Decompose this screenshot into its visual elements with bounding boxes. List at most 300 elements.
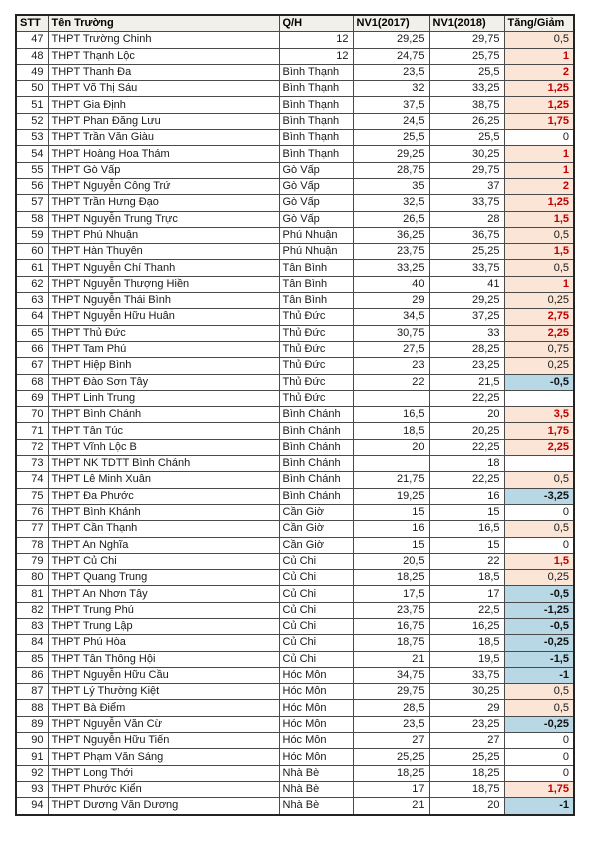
nv1-2018-cell: 25,25 [429,749,504,765]
diff-cell: 1 [504,162,574,178]
table-row [16,293,574,309]
diff-cell: 1,25 [504,81,574,97]
school-name-cell: THPT Nguyễn Thái Bình [48,293,279,309]
school-name-cell: THPT Nguyễn Văn Cừ [48,716,279,732]
school-name-cell: THPT Phú Hòa [48,635,279,651]
diff-cell: 1,5 [504,553,574,569]
table-row [16,146,574,162]
school-name-cell: THPT Hàn Thuyên [48,244,279,260]
nv1-2017-cell: 16 [353,521,429,537]
district-cell: Bình Chánh [279,423,353,439]
district-cell: Hóc Môn [279,684,353,700]
table-row [16,781,574,797]
stt-cell: 90 [16,733,48,749]
nv1-2017-cell: 15 [353,504,429,520]
stt-cell: 63 [16,293,48,309]
nv1-2017-cell: 17,5 [353,586,429,602]
school-name-cell: THPT Phạm Văn Sáng [48,749,279,765]
stt-cell: 77 [16,521,48,537]
table-row [16,456,574,472]
nv1-2018-cell: 33,25 [429,81,504,97]
school-name-cell: THPT Thủ Đức [48,325,279,341]
stt-cell: 68 [16,374,48,390]
school-name-cell: THPT Thạnh Lộc [48,48,279,64]
stt-cell: 87 [16,684,48,700]
school-name-cell: THPT An Nhơn Tây [48,586,279,602]
stt-cell: 62 [16,276,48,292]
stt-cell: 64 [16,309,48,325]
table-row [16,358,574,374]
nv1-2017-cell: 25,25 [353,749,429,765]
column-header-district: Q/H [279,15,353,32]
nv1-2018-cell: 18,5 [429,635,504,651]
school-name-cell: THPT Phú Nhuận [48,227,279,243]
table-row [16,684,574,700]
table-row [16,570,574,586]
table-row [16,635,574,651]
nv1-2017-cell: 27,5 [353,341,429,357]
stt-cell: 76 [16,504,48,520]
school-name-cell: THPT Gò Vấp [48,162,279,178]
district-cell: Cần Giờ [279,504,353,520]
nv1-2018-cell: 20,25 [429,423,504,439]
stt-cell: 48 [16,48,48,64]
column-header-nv1-2018: NV1(2018) [429,15,504,32]
district-cell: Gò Vấp [279,195,353,211]
nv1-2018-cell: 37,25 [429,309,504,325]
nv1-2017-cell: 19,25 [353,488,429,504]
stt-cell: 84 [16,635,48,651]
nv1-2017-cell: 33,25 [353,260,429,276]
stt-cell: 70 [16,407,48,423]
nv1-2018-cell: 37 [429,178,504,194]
table-row [16,521,574,537]
table-row [16,423,574,439]
stt-cell: 80 [16,570,48,586]
nv1-2018-cell: 33,75 [429,195,504,211]
nv1-2017-cell: 28,75 [353,162,429,178]
nv1-2017-cell: 29 [353,293,429,309]
district-cell: Hóc Môn [279,733,353,749]
table-row [16,64,574,80]
nv1-2017-cell: 16,5 [353,407,429,423]
diff-cell: -1 [504,798,574,815]
stt-cell: 51 [16,97,48,113]
nv1-2018-cell: 36,75 [429,227,504,243]
nv1-2018-cell: 29 [429,700,504,716]
stt-cell: 66 [16,341,48,357]
district-cell: Nhà Bè [279,798,353,815]
school-name-cell: THPT Lê Minh Xuân [48,472,279,488]
school-name-cell: THPT Bà Điểm [48,700,279,716]
district-cell: Củ Chi [279,570,353,586]
table-row [16,488,574,504]
diff-cell: 0 [504,749,574,765]
school-name-cell: THPT Nguyễn Công Trứ [48,178,279,194]
school-name-cell: THPT Phan Đăng Lưu [48,113,279,129]
column-header-diff: Tăng/Giảm [504,15,574,32]
nv1-2017-cell: 18,25 [353,765,429,781]
diff-cell: 0 [504,733,574,749]
diff-cell: 1,25 [504,195,574,211]
nv1-2018-cell: 16,25 [429,618,504,634]
nv1-2017-cell: 26,5 [353,211,429,227]
school-name-cell: THPT Đa Phước [48,488,279,504]
stt-cell: 89 [16,716,48,732]
diff-cell: -0,5 [504,374,574,390]
school-name-cell: THPT Vĩnh Lộc B [48,439,279,455]
school-name-cell: THPT Trần Hưng Đạo [48,195,279,211]
stt-cell: 61 [16,260,48,276]
diff-cell: 1 [504,276,574,292]
nv1-2018-cell: 20 [429,798,504,815]
nv1-2018-cell: 33,75 [429,667,504,683]
school-name-cell: THPT Thanh Đa [48,64,279,80]
school-name-cell: THPT Trung Lập [48,618,279,634]
table-row [16,113,574,129]
nv1-2018-cell: 18,25 [429,765,504,781]
nv1-2018-cell: 28 [429,211,504,227]
nv1-2018-cell: 41 [429,276,504,292]
stt-cell: 71 [16,423,48,439]
diff-cell: -0,25 [504,635,574,651]
diff-cell: 0,5 [504,700,574,716]
column-header-stt: STT [16,15,48,32]
diff-cell: 0,5 [504,227,574,243]
district-cell: Thủ Đức [279,325,353,341]
district-cell: Phú Nhuận [279,227,353,243]
stt-cell: 83 [16,618,48,634]
nv1-2017-cell: 24,5 [353,113,429,129]
district-cell: Tân Bình [279,260,353,276]
district-cell: Củ Chi [279,618,353,634]
column-header-school-name: Tên Trường [48,15,279,32]
table-row [16,716,574,732]
diff-cell: -1 [504,667,574,683]
nv1-2017-cell: 15 [353,537,429,553]
table-row [16,211,574,227]
stt-cell: 94 [16,798,48,815]
district-cell: Bình Thạnh [279,130,353,146]
nv1-2017-cell: 22 [353,374,429,390]
nv1-2017-cell: 29,25 [353,146,429,162]
nv1-2017-cell: 16,75 [353,618,429,634]
table-row [16,651,574,667]
table-row [16,325,574,341]
table-row [16,97,574,113]
table-body [16,32,574,815]
district-cell: Củ Chi [279,586,353,602]
district-cell: Thủ Đức [279,358,353,374]
nv1-2018-cell: 22 [429,553,504,569]
diff-cell: -1,25 [504,602,574,618]
nv1-2017-cell: 18,25 [353,570,429,586]
diff-cell: 2 [504,178,574,194]
school-name-cell: THPT Tân Thông Hội [48,651,279,667]
stt-cell: 47 [16,32,48,48]
school-name-cell: THPT Linh Trung [48,390,279,406]
diff-cell: 1 [504,146,574,162]
district-cell: Củ Chi [279,553,353,569]
nv1-2018-cell: 15 [429,504,504,520]
nv1-2018-cell: 18 [429,456,504,472]
nv1-2017-cell: 36,25 [353,227,429,243]
district-cell: Cần Giờ [279,521,353,537]
nv1-2018-cell: 28,25 [429,341,504,357]
stt-cell: 91 [16,749,48,765]
stt-cell: 92 [16,765,48,781]
stt-cell: 81 [16,586,48,602]
nv1-2018-cell: 29,75 [429,32,504,48]
table-row [16,81,574,97]
school-name-cell: THPT Hoàng Hoa Thám [48,146,279,162]
district-cell: Bình Thạnh [279,81,353,97]
stt-cell: 67 [16,358,48,374]
nv1-2018-cell: 29,75 [429,162,504,178]
school-name-cell: THPT Bình Chánh [48,407,279,423]
diff-cell: 0,5 [504,32,574,48]
nv1-2017-cell: 32,5 [353,195,429,211]
nv1-2017-cell: 40 [353,276,429,292]
nv1-2017-cell: 29,75 [353,684,429,700]
school-name-cell: THPT Nguyễn Chí Thanh [48,260,279,276]
nv1-2018-cell: 33 [429,325,504,341]
diff-cell: 0 [504,537,574,553]
table-row [16,48,574,64]
diff-cell: 2 [504,64,574,80]
nv1-2018-cell: 16 [429,488,504,504]
nv1-2018-cell: 25,75 [429,48,504,64]
nv1-2018-cell: 22,25 [429,390,504,406]
district-cell: Củ Chi [279,635,353,651]
diff-cell: 0,5 [504,521,574,537]
diff-cell [504,390,574,406]
school-name-cell: THPT Lý Thường Kiệt [48,684,279,700]
table-row [16,602,574,618]
stt-cell: 60 [16,244,48,260]
school-name-cell: THPT Củ Chi [48,553,279,569]
nv1-2018-cell: 27 [429,733,504,749]
nv1-2018-cell: 20 [429,407,504,423]
district-cell: Hóc Môn [279,716,353,732]
table-row [16,504,574,520]
diff-cell: 0 [504,765,574,781]
table-row [16,32,574,48]
school-name-cell: THPT Võ Thị Sáu [48,81,279,97]
table-row [16,309,574,325]
stt-cell: 85 [16,651,48,667]
district-cell: Nhà Bè [279,765,353,781]
column-header-nv1-2017: NV1(2017) [353,15,429,32]
district-cell: Hóc Môn [279,667,353,683]
table-row [16,537,574,553]
nv1-2017-cell [353,456,429,472]
district-cell: Gò Vấp [279,178,353,194]
district-cell: Gò Vấp [279,162,353,178]
stt-cell: 78 [16,537,48,553]
nv1-2018-cell: 21,5 [429,374,504,390]
stt-cell: 82 [16,602,48,618]
header-row [16,15,574,32]
school-name-cell: THPT Cần Thạnh [48,521,279,537]
stt-cell: 54 [16,146,48,162]
stt-cell: 72 [16,439,48,455]
nv1-2017-cell: 35 [353,178,429,194]
diff-cell: 0,5 [504,472,574,488]
school-name-cell: THPT Hiệp Bình [48,358,279,374]
school-name-cell: THPT Nguyễn Hữu Huân [48,309,279,325]
school-name-cell: THPT Trần Văn Giàu [48,130,279,146]
table-row [16,667,574,683]
district-cell: Bình Chánh [279,439,353,455]
diff-cell: 3,5 [504,407,574,423]
score-table [15,14,575,816]
table-row [16,553,574,569]
school-name-cell: THPT Nguyễn Hữu Tiến [48,733,279,749]
diff-cell: -0,5 [504,586,574,602]
stt-cell: 50 [16,81,48,97]
nv1-2018-cell: 22,5 [429,602,504,618]
diff-cell: 0,25 [504,570,574,586]
stt-cell: 57 [16,195,48,211]
table-row [16,733,574,749]
nv1-2018-cell: 18,75 [429,781,504,797]
nv1-2017-cell: 30,75 [353,325,429,341]
nv1-2018-cell: 19,5 [429,651,504,667]
diff-cell: 2,25 [504,439,574,455]
school-name-cell: THPT Tam Phú [48,341,279,357]
district-cell: 12 [279,32,353,48]
diff-cell: -1,5 [504,651,574,667]
district-cell: Thủ Đức [279,390,353,406]
district-cell: Bình Thạnh [279,97,353,113]
table-row [16,178,574,194]
diff-cell: 0,5 [504,260,574,276]
nv1-2018-cell: 29,25 [429,293,504,309]
stt-cell: 55 [16,162,48,178]
district-cell: Củ Chi [279,651,353,667]
nv1-2018-cell: 18,5 [429,570,504,586]
diff-cell: 0,5 [504,684,574,700]
nv1-2018-cell: 15 [429,537,504,553]
nv1-2018-cell: 25,25 [429,244,504,260]
table-row [16,276,574,292]
district-cell: Bình Chánh [279,407,353,423]
district-cell: Bình Thạnh [279,64,353,80]
school-name-cell: THPT Tân Túc [48,423,279,439]
nv1-2017-cell: 23,75 [353,602,429,618]
school-name-cell: THPT Bình Khánh [48,504,279,520]
district-cell: Nhà Bè [279,781,353,797]
nv1-2018-cell: 22,25 [429,439,504,455]
diff-cell: -0,25 [504,716,574,732]
table-row [16,341,574,357]
table-row [16,260,574,276]
nv1-2017-cell [353,390,429,406]
table-row [16,227,574,243]
district-cell: Cần Giờ [279,537,353,553]
table-row [16,390,574,406]
diff-cell: 1,25 [504,97,574,113]
district-cell: Bình Thạnh [279,113,353,129]
school-name-cell: THPT Trường Chinh [48,32,279,48]
table-row [16,374,574,390]
stt-cell: 56 [16,178,48,194]
school-name-cell: THPT Nguyễn Hữu Cầu [48,667,279,683]
nv1-2018-cell: 16,5 [429,521,504,537]
diff-cell: 0,75 [504,341,574,357]
stt-cell: 53 [16,130,48,146]
diff-cell: 0 [504,504,574,520]
stt-cell: 74 [16,472,48,488]
district-cell: Tân Bình [279,293,353,309]
nv1-2018-cell: 25,5 [429,64,504,80]
nv1-2017-cell: 23,5 [353,716,429,732]
nv1-2018-cell: 22,25 [429,472,504,488]
nv1-2017-cell: 18,5 [353,423,429,439]
district-cell: Tân Bình [279,276,353,292]
nv1-2017-cell: 23 [353,358,429,374]
diff-cell: 1,5 [504,244,574,260]
nv1-2017-cell: 20 [353,439,429,455]
district-cell: Hóc Môn [279,700,353,716]
nv1-2018-cell: 30,25 [429,146,504,162]
school-name-cell: THPT Nguyễn Trung Trực [48,211,279,227]
diff-cell: 1 [504,48,574,64]
school-name-cell: THPT Phước Kiển [48,781,279,797]
nv1-2017-cell: 32 [353,81,429,97]
diff-cell: 1,75 [504,781,574,797]
stt-cell: 79 [16,553,48,569]
district-cell: Thủ Đức [279,309,353,325]
nv1-2017-cell: 23,75 [353,244,429,260]
table-row [16,586,574,602]
nv1-2018-cell: 26,25 [429,113,504,129]
nv1-2017-cell: 23,5 [353,64,429,80]
school-name-cell: THPT An Nghĩa [48,537,279,553]
table-row [16,407,574,423]
stt-cell: 73 [16,456,48,472]
district-cell: Hóc Môn [279,749,353,765]
nv1-2018-cell: 25,5 [429,130,504,146]
table-row [16,700,574,716]
diff-cell: 0,25 [504,293,574,309]
district-cell: Bình Chánh [279,488,353,504]
nv1-2018-cell: 23,25 [429,358,504,374]
nv1-2018-cell: 33,75 [429,260,504,276]
stt-cell: 75 [16,488,48,504]
diff-cell [504,456,574,472]
school-name-cell: THPT Trung Phú [48,602,279,618]
district-cell: Bình Chánh [279,456,353,472]
stt-cell: 65 [16,325,48,341]
table-row [16,765,574,781]
diff-cell: -3,25 [504,488,574,504]
nv1-2017-cell: 21,75 [353,472,429,488]
table-header [16,15,574,32]
table-row [16,439,574,455]
district-cell: Thủ Đức [279,341,353,357]
district-cell: Gò Vấp [279,211,353,227]
district-cell: Phú Nhuận [279,244,353,260]
district-cell: 12 [279,48,353,64]
district-cell: Củ Chi [279,602,353,618]
diff-cell: 1,75 [504,113,574,129]
diff-cell: 1,75 [504,423,574,439]
stt-cell: 93 [16,781,48,797]
nv1-2017-cell: 34,5 [353,309,429,325]
nv1-2017-cell: 21 [353,651,429,667]
